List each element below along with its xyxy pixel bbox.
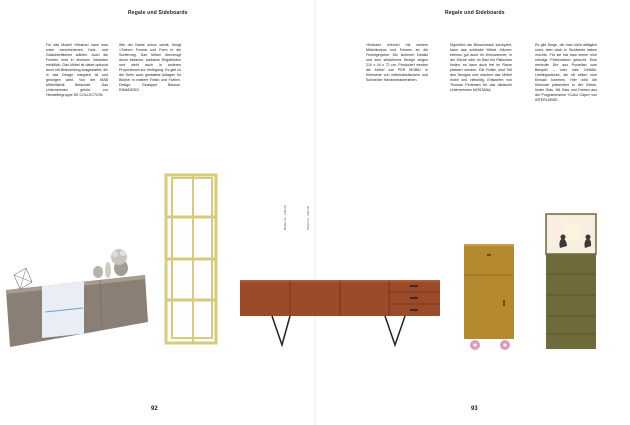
- right-page-number: 93: [471, 406, 478, 412]
- stratus-sideboard-image: [6, 249, 148, 347]
- right-text-column-2: Eigentlich als Büroschrank konzipiert, kann das schlanke Möbel »Move« ebenso gut auch im Wohnzimmer, in der Küche oder im Bad ein Plätzchen finden, es kann auch frei im Raum platziert werden. Die Rollen sind Teil des Designs und machen das Möbel mobil und vielseitig. Entworfen von Thomas Pedersen für das dänische Unternehmen MONTANA.: [450, 43, 512, 92]
- right-text-column-1: »Kobuta« erinnert mit seinem Möbelkorpus und Formen an die Fünfzigerjahre. Die sicheren Details und sein stilsicheres Design zeigen 210 x 44 x 72 cm. Produziert werden die Möbel von PER MOBILI in Kleinserie von mittelständischem und Schweizer Handwerksbetrieben.: [366, 43, 428, 82]
- vertical-label-1: Breite cm · 236 cm: [283, 204, 287, 230]
- move-cabinet-image: [464, 244, 514, 350]
- vertical-label-2: Preis cm · 236 cm: [306, 205, 310, 230]
- right-section-title: Regale und Sideboards: [445, 10, 505, 16]
- left-text-column-1: Für das Modell »Stratus« kann man unter verschiedenen Holz- und Glasoberflächen wählen. Auch die Fronten sind in diversen Varianten erhältlich. Das Möbel ist dabei optional auch mit Beleuchtung ausgestattet, die in das Design integriert ist und gelungen wirkt. Von der MAB Möbelfabrik Betschart. Das Unternehmen gehört zur Herstellergruppe DE COLLECTION.: [46, 43, 108, 97]
- totem-shelf-image: [166, 175, 216, 343]
- kobuta-sideboard-image: [240, 280, 440, 345]
- left-page-number: 92: [151, 406, 158, 412]
- vitrine-cabinet-image: [546, 214, 596, 349]
- left-text-column-2: Wie der Name schon verrät, bringt »Totem« Format und Form in die Sortierung. Das Möbel überzeugt durch einfache, schlanke Regalböden und steht auch in anderen Proportionen zur Verfügung. Es gibt zu der Serie auch gestaltete Ablagen für Bücher in mattem Finish und Farben. Design: Giuseppe Bavuso. RIMADESIO: [119, 43, 181, 92]
- right-text-column-3: Es gibt Dinge, die man nicht alltäglich nutzt, aber doch in Sichtweite haben möchte. Für sie hat man immer eine würdige Präsentation gesucht. Eine wertvolle Uhr aus Porzellan zum Beispiel – oder edle Gefäße, Lieblingsstücke, die oft selten zum Einsatz kommen. Hier wird die Kleinode präsentiert in der Vitrine, hinter Glas. Mit Glas und Farben aus der Programmserie »Color Caps« von INTERLÜBKE.: [535, 43, 597, 102]
- left-section-title: Regale und Sideboards: [128, 10, 188, 16]
